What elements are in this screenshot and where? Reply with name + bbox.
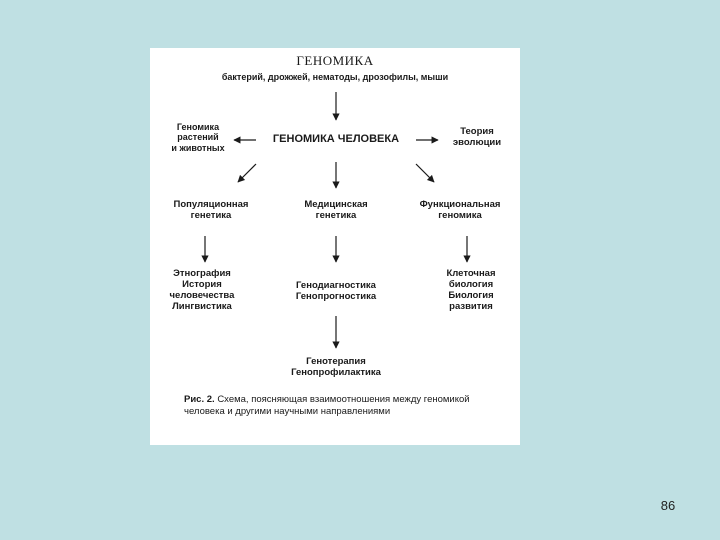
left-side-line: и животных [171,142,225,153]
leaf-mid-node [276,281,396,303]
branch-right-line: геномика [438,209,482,221]
branch-left-line: Популяционная [173,199,249,210]
leaf-right-line: развития [449,300,493,312]
left-side-node [158,122,238,153]
caption-text: Схема, поясняющая взаимоотношения между геномикой человека и другими научными направлениями [184,394,470,417]
figure-card [150,48,520,445]
branch-right-line: Функциональная [419,199,501,210]
branch-left-node [156,200,266,222]
leaf-right-line: Клеточная [446,268,496,279]
right-side-line: эволюции [452,136,502,148]
left-side-line: растений [177,132,219,143]
branch-right-node [402,200,518,222]
left-side-line: Геномика [176,122,220,132]
branch-left-line: генетика [190,209,232,221]
leaf-mid-line: Генопрогностика [295,290,377,302]
leaf-right-line: Биология [448,289,494,301]
bottom-line: Генотерапия [306,356,366,367]
center-node: ГЕНОМИКА ЧЕЛОВЕКА [272,133,400,145]
leaf-left-node [156,269,248,313]
top-subtitle: бактерий, дрожжей, нематоды, дрозофилы, мыши [221,72,449,82]
diagram-arrows [150,48,520,445]
bottom-node [266,357,406,379]
right-side-node [442,127,512,149]
arrow-center-to-left-branch [238,164,256,182]
leaf-right-line: биология [448,278,494,290]
bottom-line: Генопрофилактика [291,366,381,378]
caption-lead: Рис. 2. [184,394,215,405]
page-number: 86 [660,498,676,513]
branch-mid-line: генетика [315,209,357,221]
right-side-line: Теория [460,126,494,137]
arrow-center-to-right-branch [416,164,434,182]
leaf-mid-line: Генодиагностика [296,280,376,291]
leaf-left-line: История [182,278,222,290]
branch-mid-node [286,200,386,222]
leaf-right-node [426,269,516,313]
branch-mid-line: Медицинская [304,199,368,210]
leaf-left-line: Этнография [173,268,231,279]
leaf-left-line: Лингвистика [172,300,232,312]
top-title: ГЕНОМИКА [296,53,374,68]
leaf-left-line: человечества [169,289,235,301]
figure-caption [184,394,490,418]
